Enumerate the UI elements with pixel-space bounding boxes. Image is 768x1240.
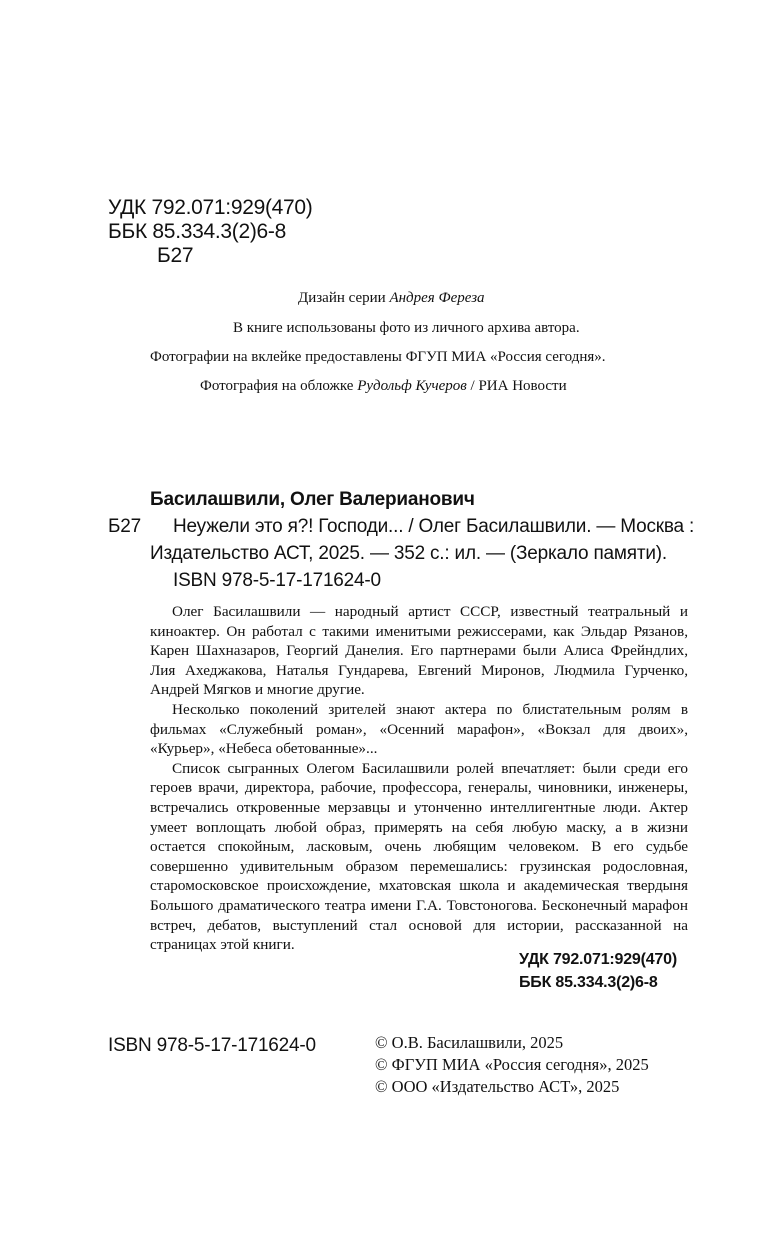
cover-prefix: Фотография на обложке: [200, 378, 354, 394]
bbk-index: ББК 85.334.3(2)6-8: [519, 974, 658, 991]
copyright-2: © ФГУП МИА «Россия сегодня», 2025: [375, 1055, 649, 1074]
biblio-line-1: Неужели это я?! Господи... / Олег Басилашвили. — Москва :: [173, 516, 695, 537]
biblio-isbn: ISBN 978-5-17-171624-0: [173, 570, 381, 591]
design-credit: [298, 288, 485, 308]
biblio-line-2: Издательство АСТ, 2025. — 352 с.: ил. — (Зеркало памяти).: [150, 543, 667, 564]
design-prefix: Дизайн серии: [298, 290, 386, 306]
code-top: Б27: [157, 244, 194, 267]
photos-archive-note: В книге использованы фото из личного архива автора.: [233, 320, 580, 336]
cover-suffix: / РИА Новости: [470, 378, 567, 394]
biblio-code: Б27: [108, 516, 142, 537]
annotation-paragraph-2: Несколько поколений зрителей знают актера по блистательным ролям в фильмах «Служебный роман», «Осенний марафон», «Вокзал для двоих», «Курьер», «Небеса обетованные»...: [150, 700, 688, 758]
bbk-top: ББК 85.334.3(2)6-8: [108, 220, 286, 243]
udk-top: УДК 792.071:929(470): [108, 196, 313, 219]
annotation: [150, 602, 688, 955]
photos-insert-note: Фотографии на вклейке предоставлены ФГУП МИА «Россия сегодня».: [150, 349, 606, 365]
author-heading: Басилашвили, Олег Валерианович: [150, 489, 475, 510]
cover-photo-credit: [200, 376, 567, 396]
design-name: Андрея Фереза: [389, 290, 485, 306]
cover-name: Рудольф Кучеров: [357, 378, 467, 394]
copyright-1: © О.В. Басилашвили, 2025: [375, 1033, 564, 1052]
udk-index: УДК 792.071:929(470): [519, 951, 677, 968]
annotation-paragraph-3: Список сыгранных Олегом Басилашвили ролей впечатляет: были среди его героев врачи, директора, рабочие, профессора, генералы, чиновники, инженеры, встречались откровенные мерзавцы и утонченно интеллигентные люди. Актер умеет воплощать любой образ, примерять на себя любую маску, а в жизни остается спокойным, ласковым, очень любящим человеком. В его судьбе совершенно удивительным образом перемешались: грузинская родословная, старомосковское происхождение, мхатовская школа и академическая твердыня Большого драматического театра имени Г.А. Товстоногова. Бесконечный марафон встреч, дебатов, выступлений стал основой для истории, рассказанной на страницах этой книги.: [150, 759, 688, 954]
copyright-3: © ООО «Издательство АСТ», 2025: [375, 1077, 620, 1096]
annotation-paragraph-1: Олег Басилашвили — народный артист СССР, известный театральный и киноактер. Он работал с такими именитыми режиссерами, как Эльдар Рязанов, Карен Шахназаров, Георгий Данелия. Его партнерами были Алиса Фрейндлих, Лия Ахеджакова, Наталья Гундарева, Евгений Миронов, Людмила Гурченко, Андрей Мягков и многие другие.: [150, 603, 688, 699]
footer-isbn: ISBN 978-5-17-171624-0: [108, 1035, 316, 1056]
